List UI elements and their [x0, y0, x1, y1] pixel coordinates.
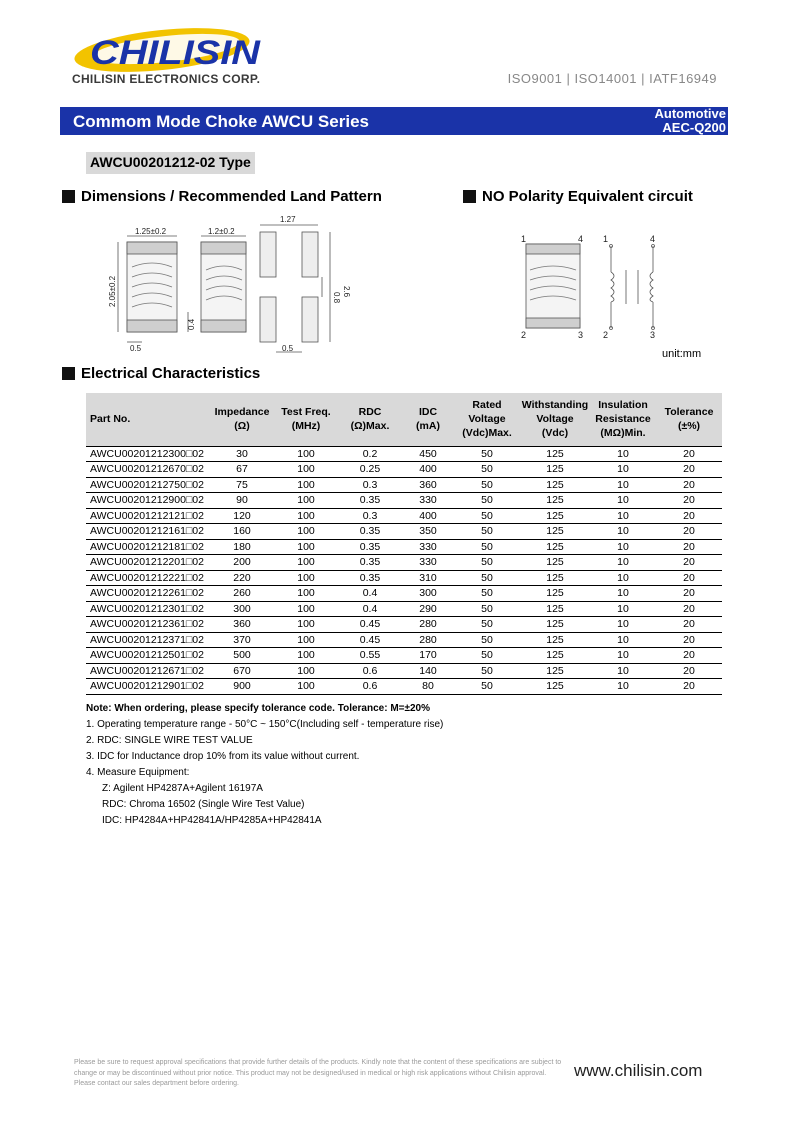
value-cell: 67	[210, 462, 274, 478]
note-line: 3. IDC for Inductance drop 10% from its value without current.	[86, 751, 360, 762]
certifications: ISO9001 | ISO14001 | IATF16949	[507, 71, 717, 86]
value-cell: 160	[210, 524, 274, 540]
value-cell: 100	[274, 477, 338, 493]
value-cell: 50	[454, 648, 520, 664]
value-cell: 50	[454, 493, 520, 509]
value-cell: 10	[590, 601, 656, 617]
table-body	[86, 446, 722, 694]
value-cell: 0.55	[338, 648, 402, 664]
table-row	[86, 648, 722, 664]
value-cell: 10	[590, 617, 656, 633]
column-header-line: Resistance	[595, 413, 651, 426]
value-cell: 0.4	[338, 601, 402, 617]
circuit-pin-1-label: 1	[603, 234, 609, 244]
value-cell: 50	[454, 679, 520, 695]
type-label: AWCU00201212-02 Type	[86, 152, 255, 174]
dimension-drawing	[100, 212, 360, 357]
value-cell: 20	[656, 508, 722, 524]
column-header-line: Tolerance	[664, 406, 714, 419]
note-line: 1. Operating temperature range - 50°C ~ 150°C(Including self - temperature rise)	[86, 719, 444, 730]
dimensions-heading-text: Dimensions / Recommended Land Pattern	[81, 188, 382, 205]
value-cell: 30	[210, 446, 274, 462]
column-header-line: (±%)	[677, 420, 701, 433]
value-cell: 125	[520, 493, 590, 509]
part-number-cell: AWCU00201212501□02	[86, 648, 210, 664]
value-cell: 20	[656, 555, 722, 571]
value-cell: 10	[590, 446, 656, 462]
value-cell: 50	[454, 477, 520, 493]
value-cell: 10	[590, 539, 656, 555]
column-header	[86, 393, 210, 446]
circuit-drawing	[516, 232, 666, 342]
value-cell: 670	[210, 663, 274, 679]
column-header-line: Insulation	[598, 399, 648, 412]
value-cell: 20	[656, 648, 722, 664]
value-cell: 10	[590, 493, 656, 509]
value-cell: 200	[210, 555, 274, 571]
part-number-cell: AWCU00201212181□02	[86, 539, 210, 555]
value-cell: 170	[402, 648, 454, 664]
column-header-line: Rated	[472, 399, 502, 412]
table-row	[86, 524, 722, 540]
table-row	[86, 617, 722, 633]
value-cell: 100	[274, 462, 338, 478]
value-cell: 75	[210, 477, 274, 493]
value-cell: 290	[402, 601, 454, 617]
circuit-pin-3-label: 3	[650, 330, 656, 340]
automotive-label: Automotive	[654, 106, 726, 121]
value-cell: 125	[520, 477, 590, 493]
part-number-cell: AWCU00201212671□02	[86, 663, 210, 679]
electrical-table	[86, 393, 722, 695]
column-header	[338, 393, 402, 446]
value-cell: 360	[402, 477, 454, 493]
value-cell: 50	[454, 617, 520, 633]
value-cell: 20	[656, 446, 722, 462]
value-cell: 350	[402, 524, 454, 540]
value-cell: 125	[520, 570, 590, 586]
column-header	[454, 393, 520, 446]
value-cell: 20	[656, 539, 722, 555]
part-number-cell: AWCU00201212901□02	[86, 679, 210, 695]
table-row	[86, 462, 722, 478]
value-cell: 0.35	[338, 524, 402, 540]
value-cell: 10	[590, 570, 656, 586]
value-cell: 100	[274, 617, 338, 633]
value-cell: 125	[520, 648, 590, 664]
value-cell: 125	[520, 524, 590, 540]
part-number-cell: AWCU00201212300□02	[86, 446, 210, 462]
value-cell: 100	[274, 601, 338, 617]
value-cell: 10	[590, 524, 656, 540]
series-banner	[60, 107, 728, 135]
value-cell: 20	[656, 477, 722, 493]
column-header-line: Part No.	[90, 413, 131, 426]
value-cell: 20	[656, 617, 722, 633]
part-number-cell: AWCU00201212221□02	[86, 570, 210, 586]
table-row	[86, 539, 722, 555]
column-header-line: Withstanding	[521, 399, 589, 412]
note-line: 4. Measure Equipment:	[86, 767, 190, 778]
notes	[86, 701, 443, 829]
aec-label: AEC-Q200	[662, 120, 726, 135]
value-cell: 10	[590, 555, 656, 571]
value-cell: 0.35	[338, 555, 402, 571]
column-header-line: Test Freq.	[281, 406, 331, 419]
circuit-pin-2-label: 2	[603, 330, 609, 340]
value-cell: 125	[520, 446, 590, 462]
value-cell: 0.4	[338, 586, 402, 602]
value-cell: 125	[520, 632, 590, 648]
value-cell: 0.45	[338, 632, 402, 648]
value-cell: 10	[590, 632, 656, 648]
value-cell: 125	[520, 555, 590, 571]
part-number-cell: AWCU00201212670□02	[86, 462, 210, 478]
dim-side-label: 1.2±0.2	[208, 227, 235, 236]
circuit-pin-4-label: 4	[650, 234, 656, 244]
part-number-cell: AWCU00201212261□02	[86, 586, 210, 602]
value-cell: 125	[520, 539, 590, 555]
value-cell: 280	[402, 617, 454, 633]
table-row	[86, 493, 722, 509]
table-row	[86, 632, 722, 648]
pin-3-label: 3	[578, 330, 584, 340]
value-cell: 50	[454, 586, 520, 602]
value-cell: 10	[590, 462, 656, 478]
table-row	[86, 555, 722, 571]
value-cell: 20	[656, 570, 722, 586]
dim-bottom-label: 0.5	[130, 344, 142, 353]
part-number-cell: AWCU00201212361□02	[86, 617, 210, 633]
dim-width-label: 1.25±0.2	[135, 227, 167, 236]
part-number-cell: AWCU00201212121□02	[86, 508, 210, 524]
part-number-cell: AWCU00201212900□02	[86, 493, 210, 509]
value-cell: 280	[402, 632, 454, 648]
value-cell: 400	[402, 462, 454, 478]
value-cell: 10	[590, 648, 656, 664]
value-cell: 0.3	[338, 508, 402, 524]
value-cell: 20	[656, 663, 722, 679]
column-header-line: (MΩ)Min.	[600, 427, 646, 440]
bullet-square-icon	[62, 367, 75, 380]
value-cell: 100	[274, 555, 338, 571]
value-cell: 10	[590, 586, 656, 602]
table-header-row	[86, 393, 722, 446]
electrical-heading	[62, 365, 260, 382]
value-cell: 100	[274, 570, 338, 586]
pin-2-label: 2	[521, 330, 527, 340]
value-cell: 120	[210, 508, 274, 524]
value-cell: 20	[656, 601, 722, 617]
column-header	[590, 393, 656, 446]
value-cell: 10	[590, 663, 656, 679]
table-row	[86, 570, 722, 586]
value-cell: 310	[402, 570, 454, 586]
table-row	[86, 679, 722, 695]
value-cell: 125	[520, 663, 590, 679]
part-number-cell: AWCU00201212161□02	[86, 524, 210, 540]
note-line: 2. RDC: SINGLE WIRE TEST VALUE	[86, 735, 253, 746]
bullet-square-icon	[463, 190, 476, 203]
unit-label: unit:mm	[662, 348, 702, 360]
value-cell: 20	[656, 632, 722, 648]
table-row	[86, 586, 722, 602]
part-number-cell: AWCU00201212371□02	[86, 632, 210, 648]
website-link[interactable]: www.chilisin.com	[574, 1061, 703, 1080]
column-header-line: (MHz)	[291, 420, 321, 433]
value-cell: 20	[656, 462, 722, 478]
value-cell: 0.35	[338, 539, 402, 555]
value-cell: 100	[274, 493, 338, 509]
electrical-heading-text: Electrical Characteristics	[81, 365, 261, 382]
column-header-line: (Vdc)	[541, 427, 569, 440]
column-header-line: Impedance	[214, 406, 270, 419]
table-row	[86, 446, 722, 462]
column-header-line: Voltage	[468, 413, 506, 426]
value-cell: 100	[274, 679, 338, 695]
column-header-line: Voltage	[536, 413, 574, 426]
value-cell: 50	[454, 508, 520, 524]
value-cell: 300	[402, 586, 454, 602]
value-cell: 20	[656, 679, 722, 695]
value-cell: 10	[590, 477, 656, 493]
logo-text: CHILISIN	[90, 34, 262, 72]
column-header-line: (Ω)	[234, 420, 250, 433]
value-cell: 100	[274, 446, 338, 462]
value-cell: 360	[210, 617, 274, 633]
series-title: Commom Mode Choke AWCU Series	[73, 112, 369, 131]
ordering-note: Note: When ordering, please specify tolerance code. Tolerance: M=±20%	[86, 703, 431, 714]
column-header-line: IDC	[418, 406, 438, 419]
value-cell: 0.6	[338, 663, 402, 679]
value-cell: 900	[210, 679, 274, 695]
value-cell: 400	[402, 508, 454, 524]
column-header	[210, 393, 274, 446]
table-row	[86, 508, 722, 524]
value-cell: 20	[656, 493, 722, 509]
value-cell: 10	[590, 508, 656, 524]
value-cell: 125	[520, 462, 590, 478]
value-cell: 20	[656, 586, 722, 602]
value-cell: 100	[274, 632, 338, 648]
value-cell: 125	[520, 586, 590, 602]
value-cell: 100	[274, 524, 338, 540]
value-cell: 50	[454, 446, 520, 462]
circuit-heading	[463, 188, 693, 205]
value-cell: 0.25	[338, 462, 402, 478]
value-cell: 0.35	[338, 493, 402, 509]
value-cell: 450	[402, 446, 454, 462]
column-header-line: (mA)	[416, 420, 440, 433]
note-line: Z: Agilent HP4287A+Agilent 16197A	[102, 783, 263, 794]
value-cell: 100	[274, 663, 338, 679]
part-number-cell: AWCU00201212750□02	[86, 477, 210, 493]
value-cell: 100	[274, 648, 338, 664]
value-cell: 50	[454, 632, 520, 648]
value-cell: 100	[274, 508, 338, 524]
value-cell: 50	[454, 555, 520, 571]
dim-height-label: 2.05±0.2	[108, 275, 117, 307]
column-header	[274, 393, 338, 446]
column-header	[402, 393, 454, 446]
automotive-badge	[655, 107, 727, 135]
part-number-cell: AWCU00201212201□02	[86, 555, 210, 571]
value-cell: 0.6	[338, 679, 402, 695]
table-row	[86, 663, 722, 679]
value-cell: 180	[210, 539, 274, 555]
value-cell: 0.2	[338, 446, 402, 462]
footer-disclaimer: Please be sure to request approval specifications that provide further details of the products. Kindly note that the content of these specifications are subject to change or may be discontinued without prior notice. This product may not be designed/used in medical or high risk applications without Chilisin approval. Please contact our sales department before ordering.	[74, 1059, 562, 1087]
value-cell: 50	[454, 462, 520, 478]
value-cell: 140	[402, 663, 454, 679]
company-name: CHILISIN ELECTRONICS CORP.	[72, 72, 261, 86]
value-cell: 50	[454, 663, 520, 679]
value-cell: 125	[520, 508, 590, 524]
value-cell: 50	[454, 539, 520, 555]
table-row	[86, 601, 722, 617]
value-cell: 0.45	[338, 617, 402, 633]
value-cell: 90	[210, 493, 274, 509]
circuit-heading-text: NO Polarity Equivalent circuit	[482, 188, 693, 205]
value-cell: 50	[454, 524, 520, 540]
value-cell: 370	[210, 632, 274, 648]
note-line: RDC: Chroma 16502 (Single Wire Test Value)	[102, 799, 305, 810]
value-cell: 0.3	[338, 477, 402, 493]
value-cell: 20	[656, 524, 722, 540]
land-width-label: 1.27	[280, 215, 296, 224]
value-cell: 50	[454, 601, 520, 617]
value-cell: 330	[402, 539, 454, 555]
land-height-label: 2.6	[342, 286, 351, 298]
dimensions-heading	[62, 188, 382, 205]
value-cell: 330	[402, 555, 454, 571]
column-header-line: (Vdc)Max.	[462, 427, 512, 440]
table-row	[86, 477, 722, 493]
value-cell: 125	[520, 617, 590, 633]
bullet-square-icon	[62, 190, 75, 203]
value-cell: 100	[274, 539, 338, 555]
value-cell: 10	[590, 679, 656, 695]
value-cell: 100	[274, 586, 338, 602]
value-cell: 125	[520, 679, 590, 695]
value-cell: 125	[520, 601, 590, 617]
value-cell: 300	[210, 601, 274, 617]
value-cell: 330	[402, 493, 454, 509]
part-number-cell: AWCU00201212301□02	[86, 601, 210, 617]
value-cell: 50	[454, 570, 520, 586]
dim-terminal-label: 0.4	[187, 318, 196, 330]
column-header-line: RDC	[358, 406, 382, 419]
note-line: IDC: HP4284A+HP42841A/HP4285A+HP42841A	[102, 815, 322, 826]
column-header	[656, 393, 722, 446]
value-cell: 0.35	[338, 570, 402, 586]
pin-1-label: 1	[521, 234, 527, 244]
value-cell: 220	[210, 570, 274, 586]
value-cell: 500	[210, 648, 274, 664]
value-cell: 260	[210, 586, 274, 602]
value-cell: 80	[402, 679, 454, 695]
column-header-line: (Ω)Max.	[350, 420, 390, 433]
land-pad-label: 0.5	[282, 344, 294, 353]
column-header	[520, 393, 590, 446]
land-gap-label: 0.8	[332, 292, 341, 304]
pin-4-label: 4	[578, 234, 584, 244]
